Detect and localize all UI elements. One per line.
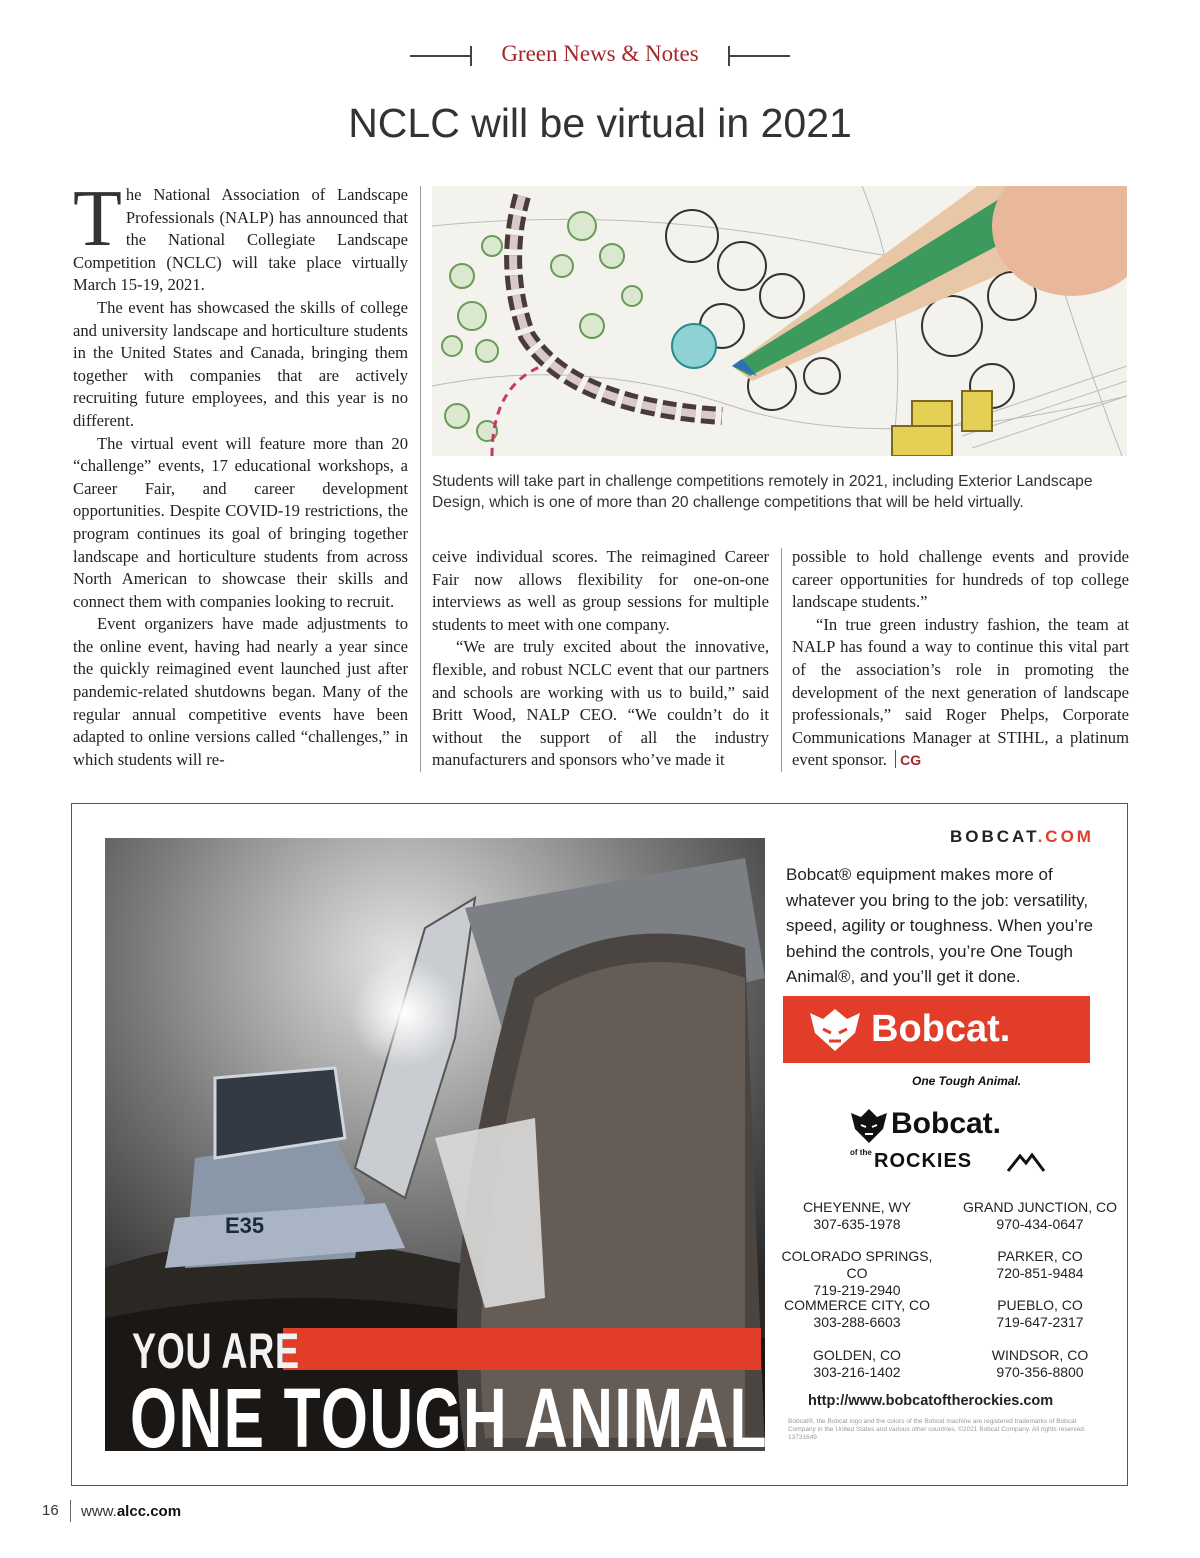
header-tick-left [470,46,472,66]
footer-divider [70,1500,71,1522]
location-pueblo: PUEBLO, CO 719-647-2317 [996,1297,1084,1330]
article-column-1 [73,175,408,771]
header-rule-left [410,55,472,57]
landscape-design-photo [432,186,1127,456]
column-divider [420,186,421,772]
bobcat-logo-text: Bobcat. [871,1008,1011,1050]
landscape-plan-illustration [432,186,1127,456]
location-parker: PARKER, CO 720-851-9484 [996,1248,1084,1281]
header-rule-right [728,55,790,57]
dealer-rockies-text: ROCKIES [874,1150,973,1172]
footer-website-link[interactable]: www.alcc.com [81,1503,182,1520]
dealer-bobcat-text: Bobcat. [891,1107,1002,1140]
dealer-logo [846,1105,1056,1177]
location-grand-junction: GRAND JUNCTION, CO 970-434-0647 [963,1199,1117,1232]
photo-caption: Students will take part in challenge competitions remotely in 2021, including Exterior Landscape Design, which is one of more than 20 challenge competitions that will be held virtually. [432,473,1093,511]
article-paragraph: “We are truly excited about the innovative, flexible, and robust NCLC event that our partners and schools are working with us to build,” said Britt Wood, NALP CEO. “We couldn’t do it without the support of all the industry manufacturers and sponsors who’ve made it [432,637,769,770]
ad-fine-print: Bobcat®, the Bobcat logo and the colors of the Bobcat machine are registered trademarks of Bobcat Company in the United States and various other countries. ©2021 Bobcat Company. All rights reserved. 13731649 [788,1418,1086,1441]
article-paragraph: The National Association of Landscape Professionals (NALP) has announced that the National Collegiate Landscape Competition (NCLC) will take place virtually March 15-19, 2021. [73,175,408,295]
article-paragraph: The virtual event will feature more than 20 “challenge” events, 17 educational workshops, a Career Fair, and career development opportunities. Despite COVID-19 restrictions, the program continues its goal of bringing together landscape and horticulture students from across North American to showcase their skills and connect them with companies looking to recruit. [73,433,408,611]
location-golden: GOLDEN, CO 303-216-1402 [813,1347,901,1380]
section-label: Green News & Notes [501,41,699,66]
location-cheyenne: CHEYENNE, WY 307-635-1978 [802,1199,912,1232]
bobcat-head-icon [805,1005,865,1055]
ad-headline-red-bar [283,1328,761,1370]
article-paragraph: Event organizers have made adjustments to the online event, having had nearly a year since the quickly reimagined event launched just after pandemic-related shutdowns began. Many of the regular annual competitive events have been adapted to online versions called “challenges,” in which students will re- [73,614,408,769]
location-windsor: WINDSOR, CO 970-356-8800 [991,1347,1089,1380]
article-paragraph: possible to hold challenge events and provide career opportunities for hundreds of top college landscape students.” [792,547,1129,612]
svg-text:E35: E35 [225,1213,265,1238]
author-signoff: CG [900,752,922,769]
mountain-icon [1006,1151,1046,1173]
dealer-of-the-text: of the [850,1148,872,1157]
ad-tagline: One Tough Animal. [912,1074,1022,1088]
dealer-website-link[interactable]: http://www.bobcatoftherockies.com [808,1393,1054,1409]
drop-cap: T [73,175,122,263]
article-paragraph: The event has showcased the skills of college and university landscape and horticulture students in the United States and Canada, bringing them together with companies that are actively recruiting future employees, and this year is no different. [73,297,408,430]
ad-headline-you-are: YOU ARE [132,1323,300,1379]
bobcat-logo-banner [783,996,1090,1063]
location-colorado-springs: COLORADO SPRINGS, CO 719-219-2940 [781,1248,933,1298]
bobcat-head-icon [848,1107,890,1145]
ad-headline-one-tough-animal: ONE TOUGH ANIMAL. [130,1371,787,1465]
page-number: 16 [42,1502,59,1519]
column-divider [781,548,782,772]
ad-website-header[interactable]: BOBCAT.COM [950,827,1094,846]
article-paragraph: “In true green industry fashion, the team at NALP has found a way to continue this vital part of the association’s role in promoting the development of the next generation of landscape professionals,” said Roger Phelps, Corporate Communications Manager at STIHL, a platinum event sponsor. CG [792,614,1129,770]
article-headline: NCLC will be virtual in 2021 [348,100,852,146]
section-header [0,38,1200,74]
article-paragraph: ceive individual scores. The reimagined Career Fair now allows flexibility for one-on-one interviews as well as group sessions for multiple students to meet with one company. [432,547,769,634]
signoff-bar [895,750,896,768]
ad-body-copy: Bobcat® equipment makes more of whatever you bring to the job: versatility, speed, agility or toughness. When you’re behind the controls, you’re One Tough Animal®, and you’ll get it done. [786,865,1094,986]
article-column-2 [432,546,769,772]
location-commerce-city: COMMERCE CITY, CO 303-288-6603 [784,1297,930,1330]
article-column-3 [792,546,1129,772]
